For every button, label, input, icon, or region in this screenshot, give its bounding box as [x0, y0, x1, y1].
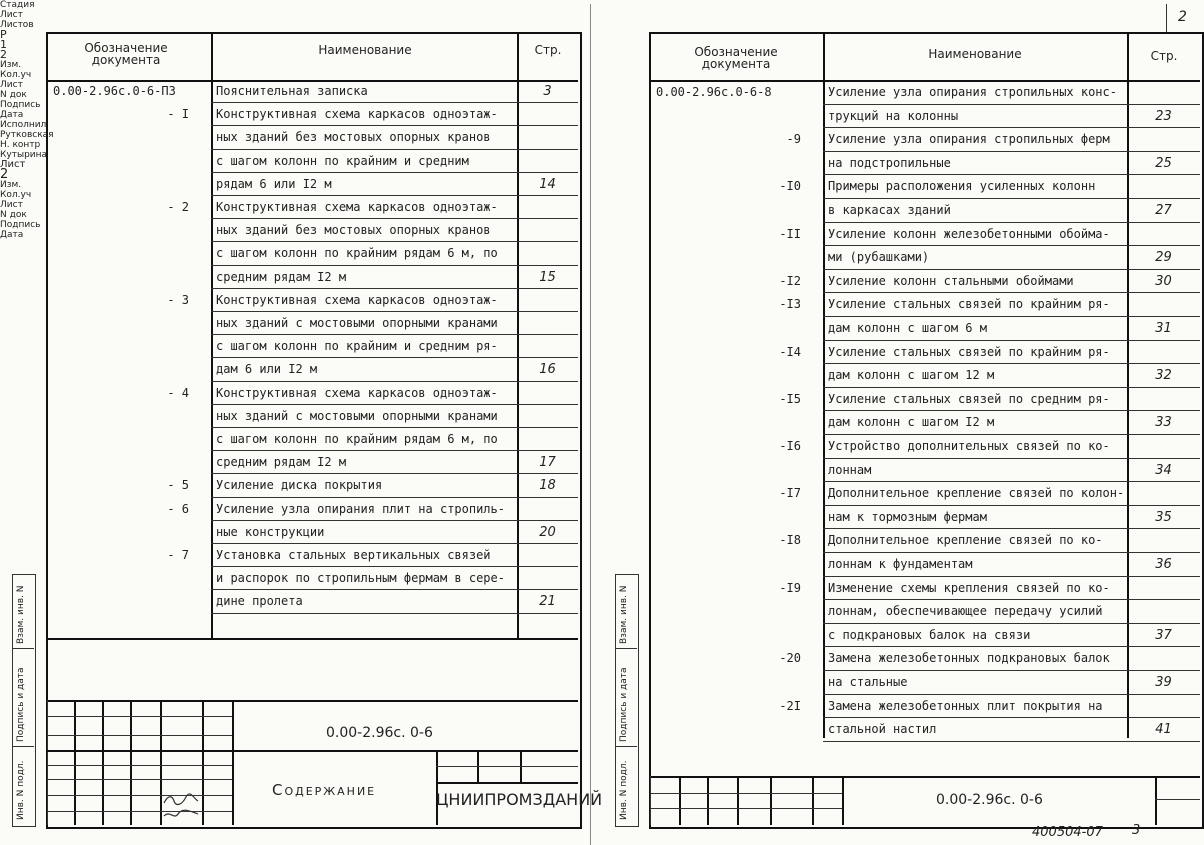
stamp-col-header: Дата: [0, 110, 24, 120]
right-stamp-doc-code: 0.00-2.96с. 0-6: [936, 792, 1043, 808]
right-header-name: Наименование: [928, 47, 1022, 61]
rule-line: [211, 450, 578, 451]
rule-line: [823, 387, 1200, 388]
left-stage-value: Р: [0, 28, 7, 41]
item-name-line: Конструктивная схема каркасов одноэтаж-: [216, 292, 498, 307]
rule-line: [823, 670, 1200, 671]
rule-line: [202, 700, 204, 825]
page-number: 31: [1155, 321, 1172, 336]
rule-line: [842, 776, 844, 825]
item-name-line: Конструктивная схема каркасов одноэтаж-: [216, 107, 498, 122]
page-number: 21: [539, 594, 556, 610]
rule-line: [211, 149, 578, 150]
rule-line: [211, 288, 578, 289]
rule-line: [650, 776, 651, 825]
page-number: 33: [1155, 415, 1172, 431]
rule-line: [74, 700, 76, 825]
page-number: 16: [539, 362, 556, 378]
rule-line: [737, 776, 739, 825]
rule-line: [823, 576, 1200, 577]
item-name-line: лоннам к фундаментам: [828, 557, 973, 571]
page-number: 39: [1155, 675, 1172, 690]
left-side-inv-original: Инв. N подл.: [16, 760, 26, 820]
footer-note: 400504-07: [1032, 825, 1103, 840]
page-number: 20: [539, 524, 556, 540]
doc-code: - 2: [167, 200, 189, 214]
item-name-line: дам 6 или I2 м: [216, 362, 318, 377]
doc-code: -I7: [779, 486, 801, 501]
doc-code: - 4: [167, 385, 189, 400]
item-name-line: Усиление диска покрытия: [216, 478, 383, 493]
page-number: 14: [539, 176, 556, 192]
rule-line: [47, 811, 232, 812]
item-name-line: средним рядам I2 м: [216, 455, 347, 470]
name-norm-control: Кутырина: [0, 150, 48, 160]
page-number: 30: [1155, 273, 1172, 289]
page-number: 32: [1155, 368, 1172, 384]
left-header-designation: Обозначение документа: [84, 41, 168, 67]
rule-line: [517, 33, 519, 638]
item-name-line: ных зданий с мостовыми опорными кранами: [216, 408, 498, 423]
sheet-divider: [590, 4, 591, 845]
rule-line: [211, 589, 578, 590]
item-name-line: Конструктивная схема каркасов одноэтаж-: [216, 200, 498, 214]
item-name-line: ми (рубашками): [828, 250, 930, 265]
left-stamp-title: Содержание: [272, 781, 377, 799]
doc-code: - I: [167, 107, 189, 122]
stamp-col-header: N док: [0, 210, 27, 220]
rule-line: [823, 717, 1200, 718]
doc-code: -9: [786, 132, 801, 147]
doc-code: -I0: [779, 179, 801, 194]
rule-line: [1155, 776, 1157, 825]
right-side-inv-original: Инв. N подл.: [619, 760, 629, 820]
stamp-col-header: Лист: [0, 200, 23, 210]
rule-line: [823, 410, 1200, 411]
item-name-line: лоннам, обеспечивающее передачу усилий: [828, 604, 1103, 619]
doc-code: - 5: [167, 478, 189, 493]
item-name-line: Устройство дополнительных связей по ко-: [828, 439, 1110, 453]
item-name-line: Усиление стальных связей по крайним ря-: [828, 344, 1110, 359]
rule-line: [211, 613, 578, 614]
rule-line: [823, 33, 825, 738]
item-name-line: с подкрановых балок на связи: [828, 627, 1031, 642]
rule-line: [823, 481, 1200, 482]
left-header-page: Стр.: [534, 43, 562, 57]
rule-line: [47, 700, 48, 825]
rule-line: [823, 269, 1200, 270]
doc-code: 0.00-2.96с.0-6-ПЗ: [53, 84, 176, 98]
rule-line: [211, 311, 578, 312]
page-number: 3: [543, 84, 552, 99]
rule-line: [823, 552, 1200, 553]
doc-code: -20: [779, 651, 801, 666]
doc-code: - 6: [167, 501, 189, 516]
doc-code: -2I: [779, 698, 801, 713]
item-name-line: дам колонн с шагом I2 м: [828, 415, 995, 430]
rule-line: [47, 795, 232, 796]
rule-line: [823, 434, 1200, 435]
rule-line: [211, 520, 578, 521]
role-norm-control: Н. контр: [0, 140, 41, 150]
page-number: 34: [1155, 462, 1172, 478]
stamp-col-header: Подпись: [0, 220, 41, 230]
doc-code: -I6: [779, 439, 801, 453]
rule-line: [823, 528, 1200, 529]
doc-code: - 7: [167, 548, 189, 562]
signature-scribble-2: [162, 808, 200, 822]
item-name-line: Усиление стальных связей по средним ря-: [828, 391, 1110, 406]
item-name-line: на подстропильные: [828, 155, 951, 170]
page-number: 35: [1155, 509, 1172, 525]
doc-code: -II: [779, 226, 801, 241]
rule-line: [823, 151, 1200, 152]
item-name-line: Усиление узла опирания стропильных конс-: [828, 85, 1117, 99]
rule-line: [211, 543, 578, 544]
item-name-line: Усиление стальных связей по крайним ря-: [828, 297, 1110, 312]
rule-line: [823, 599, 1200, 600]
page-number: 15: [539, 269, 556, 285]
rule-line: [823, 127, 1200, 128]
right-header-designation: Обозначение документа: [694, 45, 778, 71]
item-name-line: дине пролета: [216, 594, 303, 609]
page-number: 27: [1155, 203, 1172, 218]
page-number: 37: [1155, 627, 1172, 643]
rule-line: [823, 458, 1200, 459]
right-header-page: Стр.: [1150, 49, 1178, 63]
rule-line: [823, 623, 1200, 624]
item-name-line: Замена железобетонных плит покрытия на: [828, 698, 1103, 713]
left-sheet-label: Лист: [0, 10, 23, 20]
rule-line: [211, 427, 578, 428]
page-number: 29: [1155, 250, 1172, 266]
stamp-col-header: Кол.уч: [0, 190, 32, 200]
doc-code: 0.00-2.96с.0-6-8: [656, 85, 772, 99]
doc-code: -I3: [779, 297, 801, 312]
stamp-col-header: Изм.: [0, 60, 22, 70]
rule-line: [47, 638, 578, 640]
rule-line: [650, 80, 1200, 82]
stamp-col-header: Лист: [0, 80, 23, 90]
rule-line: [823, 363, 1200, 364]
rule-line: [823, 316, 1200, 317]
item-name-line: Усиление колонн стальными обоймами: [828, 273, 1074, 288]
rule-line: [211, 195, 578, 196]
rule-line: [211, 218, 578, 219]
item-name-line: с шагом колонн по крайним рядам 6 м, по: [216, 432, 498, 446]
page-number: 36: [1155, 557, 1172, 572]
rule-line: [823, 198, 1200, 199]
rule-line: [211, 33, 213, 638]
item-name-line: с шагом колонн по крайним и средним: [216, 153, 469, 168]
rule-line: [211, 125, 578, 126]
rule-line: [823, 694, 1200, 695]
item-name-line: Примеры расположения усиленных колонн: [828, 179, 1096, 194]
left-side-signature-date: Подпись и дата: [16, 667, 26, 742]
doc-code: - 3: [167, 292, 189, 307]
item-name-line: средним рядам I2 м: [216, 269, 347, 284]
item-name-line: Дополнительное крепление связей по ко-: [828, 533, 1103, 548]
rule-line: [211, 334, 578, 335]
doc-code: -I2: [779, 273, 801, 288]
left-stamp-doc-code: 0.00-2.96с. 0-6: [326, 725, 433, 741]
rule-line: [211, 497, 578, 498]
rule-line: [823, 505, 1200, 506]
rule-line: [211, 381, 578, 382]
rule-line: [823, 646, 1200, 647]
item-name-line: рядам 6 или I2 м: [216, 176, 332, 191]
right-sheet-label: Лист: [0, 159, 26, 170]
item-name-line: стальной настил: [828, 722, 937, 737]
item-name-line: Усиление узла опирания плит на стропиль-: [216, 501, 505, 516]
rule-line: [770, 776, 772, 825]
item-name-line: Конструктивная схема каркасов одноэтаж-: [216, 385, 498, 400]
item-name-line: нам к тормозным фермам: [828, 509, 987, 524]
rule-line: [130, 700, 132, 825]
rule-line: [211, 473, 578, 474]
corner-page-number: 2: [1178, 9, 1187, 25]
name-executor: Рутковская: [0, 130, 54, 140]
left-sheets-label: Листов: [0, 20, 34, 30]
item-name-line: ных зданий без мостовых опорных кранов: [216, 130, 491, 145]
right-side-signature-date: Подпись и дата: [619, 667, 629, 742]
doc-code: -I4: [779, 344, 801, 359]
page-number: 17: [539, 455, 556, 471]
stamp-col-header: Дата: [0, 230, 24, 240]
item-name-line: дам колонн с шагом 12 м: [828, 368, 995, 383]
rule-line: [211, 404, 578, 405]
item-name-line: Пояснительная записка: [216, 84, 368, 98]
item-name-line: в каркасах зданий: [828, 203, 951, 217]
rule-line: [211, 102, 578, 103]
item-name-line: лоннам: [828, 462, 872, 477]
item-name-line: на стальные: [828, 675, 908, 689]
rule-line: [211, 265, 578, 266]
stamp-col-header: Кол.уч: [0, 70, 32, 80]
rule-line: [650, 776, 1200, 778]
item-name-line: Замена железобетонных подкрановых балок: [828, 651, 1110, 666]
item-name-line: и распорок по стропильным фермам в сере-: [216, 571, 505, 586]
signature-scribble-1: [162, 793, 200, 807]
left-side-replace-inv: Взам. инв. N: [16, 585, 26, 644]
role-executor: Исполнил: [0, 120, 47, 130]
item-name-line: ные конструкции: [216, 524, 325, 539]
stamp-col-header: N док: [0, 90, 27, 100]
doc-code: -I8: [779, 533, 801, 548]
rule-line: [47, 80, 578, 82]
rule-line: [102, 700, 104, 825]
page-number: 18: [539, 478, 556, 494]
left-stamp-organization: ЦНИИПРОМЗДАНИЙ: [436, 790, 603, 809]
rule-line: [812, 776, 814, 825]
page-number: 41: [1155, 722, 1172, 738]
page-number: 23: [1155, 108, 1172, 124]
stamp-col-header: Изм.: [0, 180, 22, 190]
rule-line: [823, 174, 1200, 175]
rule-line: [211, 357, 578, 358]
rule-line: [823, 245, 1200, 246]
rule-line: [47, 716, 232, 717]
footer-page: 3: [1132, 823, 1141, 838]
rule-line: [707, 776, 709, 825]
rule-line: [232, 700, 234, 825]
item-name-line: ных зданий без мостовых опорных кранов: [216, 223, 491, 238]
rule-line: [823, 340, 1200, 341]
rule-line: [47, 735, 232, 736]
rule-line: [47, 750, 578, 752]
rule-line: [211, 172, 578, 173]
rule-line: [823, 741, 1200, 742]
rule-line: [436, 766, 578, 767]
rule-line: [679, 776, 681, 825]
rule-line: [436, 750, 438, 825]
left-header-name: Наименование: [318, 43, 412, 57]
item-name-line: трукций на колонны: [828, 108, 959, 123]
rule-line: [211, 566, 578, 567]
rule-line: [47, 765, 232, 766]
rule-line: [823, 222, 1200, 223]
item-name-line: Установка стальных вертикальных связей: [216, 548, 491, 562]
item-name-line: Усиление колонн железобетонными обойма-: [828, 226, 1110, 241]
item-name-line: дам колонн с шагом 6 м: [828, 321, 987, 335]
rule-line: [436, 782, 578, 784]
item-name-line: Усиление узла опирания стропильных ферм: [828, 132, 1110, 147]
rule-line: [47, 779, 232, 780]
left-sheets-value: 2: [0, 48, 7, 61]
item-name-line: с шагом колонн по крайним и средним ря-: [216, 339, 498, 354]
left-stage-label: Стадия: [0, 0, 35, 10]
rule-line: [47, 700, 578, 702]
item-name-line: Дополнительное крепление связей по колон-: [828, 486, 1125, 501]
item-name-line: ных зданий с мостовыми опорными кранами: [216, 316, 498, 330]
right-sheet-value: 2: [0, 167, 9, 182]
left-sheet-frame: [46, 32, 582, 829]
rule-line: [823, 292, 1200, 293]
rule-line: [211, 241, 578, 242]
right-side-replace-inv: Взам. инв. N: [619, 585, 629, 644]
rule-line: [1155, 799, 1200, 800]
rule-line: [650, 808, 842, 809]
doc-code: -I5: [779, 391, 801, 406]
item-name-line: с шагом колонн по крайним рядам 6 м, по: [216, 246, 498, 261]
doc-code: -I9: [779, 580, 801, 595]
left-sheet-value: 1: [0, 38, 7, 51]
rule-line: [650, 793, 842, 794]
rule-line: [823, 104, 1200, 105]
item-name-line: Изменение схемы крепления связей по ко-: [828, 580, 1110, 595]
page-number: 25: [1155, 155, 1172, 171]
stamp-col-header: Подпись: [0, 100, 41, 110]
